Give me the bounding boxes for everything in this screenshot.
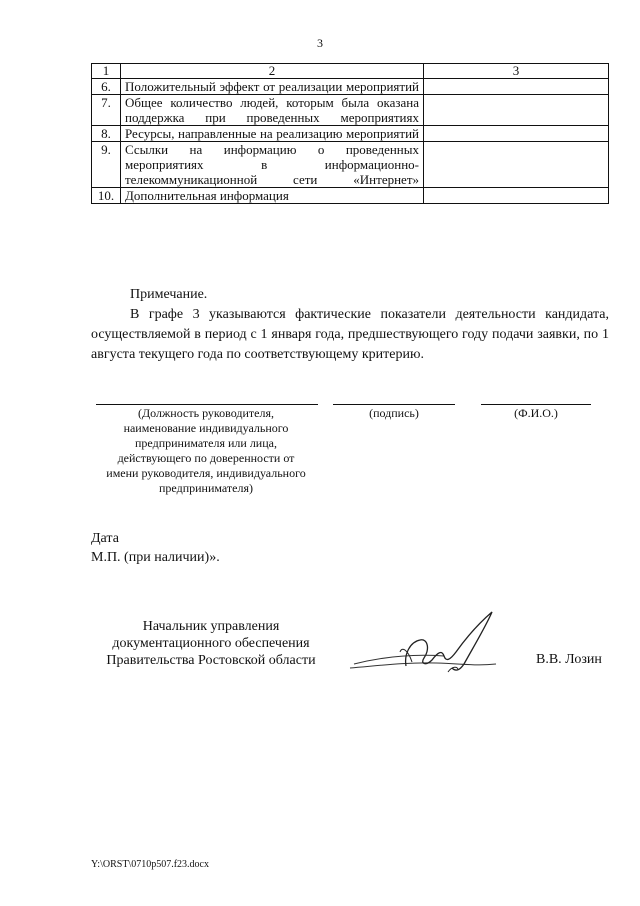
- row-text: Положительный эффект от реализации мероприятий: [121, 79, 424, 95]
- name-signature-line: [481, 404, 591, 405]
- row-text: Дополнительная информация: [121, 188, 424, 204]
- note-title: Примечание.: [130, 287, 208, 302]
- position-label: (Должность руководителя, наименование индивидуального предпринимателя или лица, действующего по доверенности от имени руководителя, индивидуального предпринимателя): [106, 406, 306, 495]
- signature-line: [333, 404, 455, 405]
- table-header-cell: 3: [424, 64, 609, 79]
- table-header-row: [92, 64, 609, 79]
- table-row: [92, 126, 609, 142]
- official-title: Начальник управления документационного обеспечения Правительства Ростовской области: [106, 619, 316, 668]
- row-number: 8.: [92, 126, 121, 142]
- row-text: Общее количество людей, которым была оказана поддержка при проведенных мероприятиях: [121, 95, 424, 126]
- table-row: [92, 142, 609, 188]
- seal-label: М.П. (при наличии)».: [91, 550, 220, 565]
- row-value: [424, 142, 609, 188]
- row-value: [424, 95, 609, 126]
- row-value: [424, 188, 609, 204]
- row-value: [424, 79, 609, 95]
- row-value: [424, 126, 609, 142]
- row-number: 9.: [92, 142, 121, 188]
- row-text: Ресурсы, направленные на реализацию мероприятий: [121, 126, 424, 142]
- name-label: (Ф.И.О.): [514, 406, 558, 420]
- table-header-cell: 1: [92, 64, 121, 79]
- row-number: 10.: [92, 188, 121, 204]
- file-path-footer: Y:\ORST\0710p507.f23.docx: [91, 859, 209, 870]
- handwritten-signature: [346, 606, 506, 686]
- row-text: Ссылки на информацию о проведенных мероприятиях в информационно-телекоммуникационной сети «Интернет»: [121, 142, 424, 188]
- note-text: В графе 3 указываются фактические показатели деятельности кандидата, осуществляемой в период с 1 января года, предшествующего году подачи заявки, по 1 августа текущего года по соответствующему критерию.: [91, 307, 609, 362]
- date-label: Дата: [91, 531, 119, 546]
- official-name: В.В. Лозин: [536, 652, 602, 667]
- page-number: 3: [317, 36, 323, 50]
- criteria-table: [91, 63, 609, 204]
- row-number: 6.: [92, 79, 121, 95]
- table-row: [92, 79, 609, 95]
- row-number: 7.: [92, 95, 121, 126]
- table-row: [92, 188, 609, 204]
- table-row: [92, 95, 609, 126]
- signature-label: (подпись): [369, 406, 419, 420]
- table-header-cell: 2: [121, 64, 424, 79]
- position-signature-line: [96, 404, 318, 405]
